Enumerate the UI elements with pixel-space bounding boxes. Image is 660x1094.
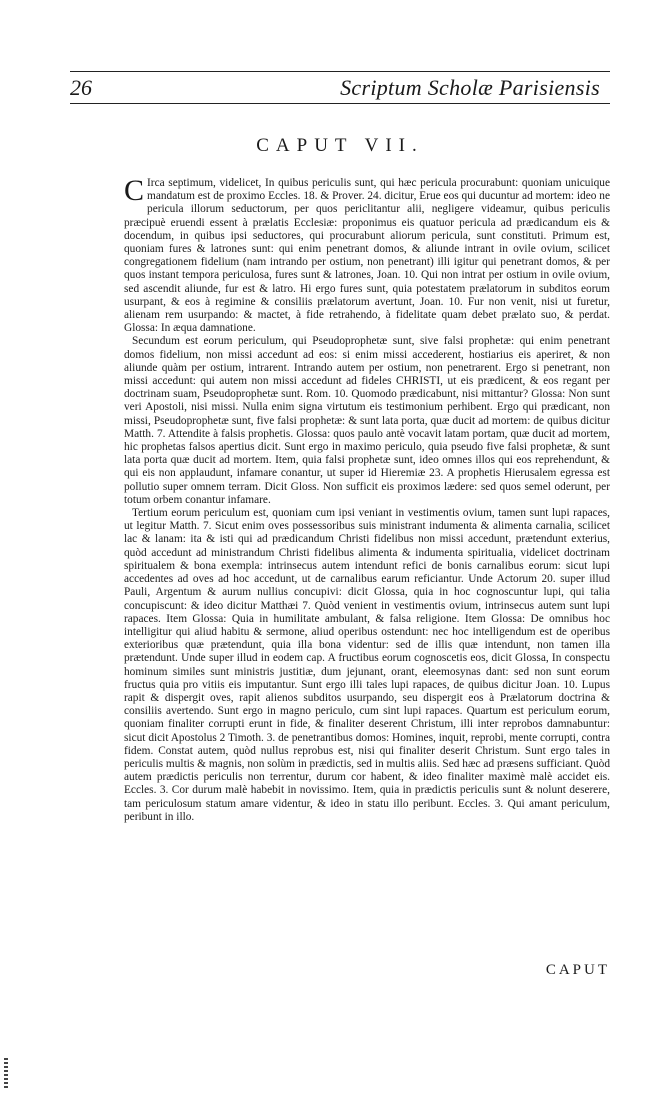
paragraph-1-text: Irca septimum, videlicet, In quibus periculis sunt, qui hæc pericula procurabunt: quoniam unicuique mandatum est de proximo Eccles. 18. & Prover. 24. dicitur, Erue eos qui ducuntur ad mortem: ideo ne pericula illorum seductorum, per quos periclitantur alii, negligere videamur, quibus periculis præcipuè eruendi essent à prælatis Ecclesiæ: proponimus eis quatuor pericula ad prædicandum eis & docendum, in quibus ipsi seductores, qui procurabunt aliorum pericula, sunt constituti. Primum est, quoniam fures & latrones sunt: qui enim penetrant domos, & aliunde intrant in ovile ovium, scilicet congregationem fidelium (nam intrando per ostium, non penetrant) illi igitur qui penetrant domos, & per quos instant tempora periculosa, fures sunt & latrones, Joan. 10. Qui non intrat per ostium in ovile ovium, sed ascendit aliunde, fur est & latro. Hi ergo fures sunt, quia potestatem prælatorum in subditos eorum usurpant, & eos à regimine & consiliis prælatorum avertunt, Joan. 10. Fur non venit, nisi ut furetur, alienam rem usurpando: & mactet, à fide retrahendo, à fidelitate quam debet prælato suo, & perdat. Glossa: In æqua damnatione.: [124, 177, 610, 335]
running-title: Scriptum Scholæ Parisiensis: [340, 75, 600, 100]
chapter-title: CAPUT VII.: [256, 135, 424, 156]
header-rule-top: [70, 71, 610, 72]
paragraph-3: Tertium eorum periculum est, quoniam cum ipsi veniant in vestimentis ovium, tamen sunt lupi rapaces, ut legitur Matth. 7. Sicut enim oves possessoribus suis ministrant indumenta & alimenta carnalia, scilicet lac & lanam: ita & isti qui ad prædicandum Christi fidelibus non missi accedunt, prætendunt exterius, quòd accedunt ad ministrandum Christi fidelibus alimenta & indumenta spiritualia, videlicet doctrinam spiritualem & bona exempla: intrinsecus autem intendunt refici de bonis carnalibus eorum: sicut lupi accedentes ad oves ad hoc accedunt, ut de carnalibus earum reficiantur. Unde Actorum 20. super illud Pauli, Argentum & aurum nullius concupivi: dicit Glossa, quia in hoc cognoscuntur lupi, qui talia concupiscunt: & ideo dicitur Matthæi 7. Quòd venient in vestimentis ovium, intrinsecus autem sunt lupi rapaces. Item Glossa: Quia in humilitate ambulant, & falsa religione. Item Glossa: De omnibus hoc intelligitur qui aliud habitu & sermone, aliud operibus ostendunt: nec hoc intelligendum est de operibus exterioribus quæ prætendunt, quia illa bona videntur: sed de illis quæ intendunt, non tamen illa prætendunt. Unde super illud in eodem cap. A fructibus eorum cognoscetis eos, dicit Glossa, In conspectu hominum similes sunt ministris justitiæ, dum jejunant, orant, eleemosynas dant: sed non sunt eorum fructus quia pro vitiis eis imputantur. Sunt ergo illi tales lupi rapaces, de quibus dicitur Joan. 10. Lupus rapit & dispergit oves, rapit alienos subditos usurpando, seu dispergit eos à Prælatorum doctrina & consiliis avertendo. Sunt ergo in magno periculo, cum sint lupi rapaces. Quartum est periculum eorum, quoniam finaliter corrupti erunt in fide, & finaliter deserent Christum, illi inter reprobos damnabuntur: sicut dicit Apostolus 2 Timoth. 3. de penetrantibus domos: Homines, inquit, reprobi, mente corrupti, contra fidem. Constat autem, quòd nullus reprobus est, nisi qui finaliter deserit Christum. Sunt ergo tales in periculis multis & magnis, non solùm in prædictis, sed in multis aliis. Sed hæc ad præsens sufficiant. Quòd autem prædictis periculis non terrentur, durum cor habent, & ideo finaliter maximè malè accidet eis. Eccles. 3. Cor durum malè habebit in novissimo. Item, quia in prædictis periculis sunt & nolunt deserere, tam periculosum statum amare videntur, & ideo in statu illo peribunt. Eccles. 3. Qui amant periculum, peribunt in illo.: [124, 507, 610, 823]
paragraph-1: [124, 177, 610, 335]
paragraph-2: Secundum est eorum periculum, qui Pseudoprophetæ sunt, sive falsi prophetæ: qui enim penetrant domos fidelium, non missi accedunt ad eos: si enim missi accederent, hostiarius eis aperiret, & non aliunde quàm per ostium, intrarent. Intrando autem per ostium, non penetrarent. Ergo si penetrant, non missi accedunt: qui autem non missi accedunt ad fideles CHRISTI, ut eis prædicent, & eos regant per doctrinam suam, Pseudoprophetæ sunt. Rom. 10. Quomodo prædicabunt, nisi mittantur? Glossa: Non sunt veri Apostoli, nisi missi. Nulla enim signa virtutum eis testimonium perhibent. Ergo qui prædicant, non missi, Pseudoprophetæ sunt, five falsi prophetæ: & sunt lata porta, quæ ducit ad mortem: de quibus dicitur Matth. 7. Attendite à falsis prophetis. Glossa: quos paulo antè vocavit latam portam, quæ ducit ad mortem, hic prophetas falsos apertius dicit. Sunt ergo in maximo periculo, quia pseudo five falsi prophetæ, & sunt lata porta quæ ducit ad mortem. Item, quia falsi prophetæ sunt, ideo omnes illos qui eos reprehendunt, & qui eis non applaudunt, infamare conantur, ut super id Hieremiæ 23. A prophetis Hierusalem egressa est pollutio super omnem terram. Dicit Gloss. Non sufficit eis proximos lædere: sed quos semel oderunt, per totum orbem conantur infamare.: [124, 335, 610, 506]
header-rule-bottom: [70, 103, 610, 104]
drop-cap: C: [124, 177, 145, 207]
body-text: [124, 177, 610, 962]
page-number: 26: [70, 75, 92, 100]
catchword: CAPUT: [545, 962, 610, 978]
scan-edge-mark: [4, 1058, 8, 1090]
